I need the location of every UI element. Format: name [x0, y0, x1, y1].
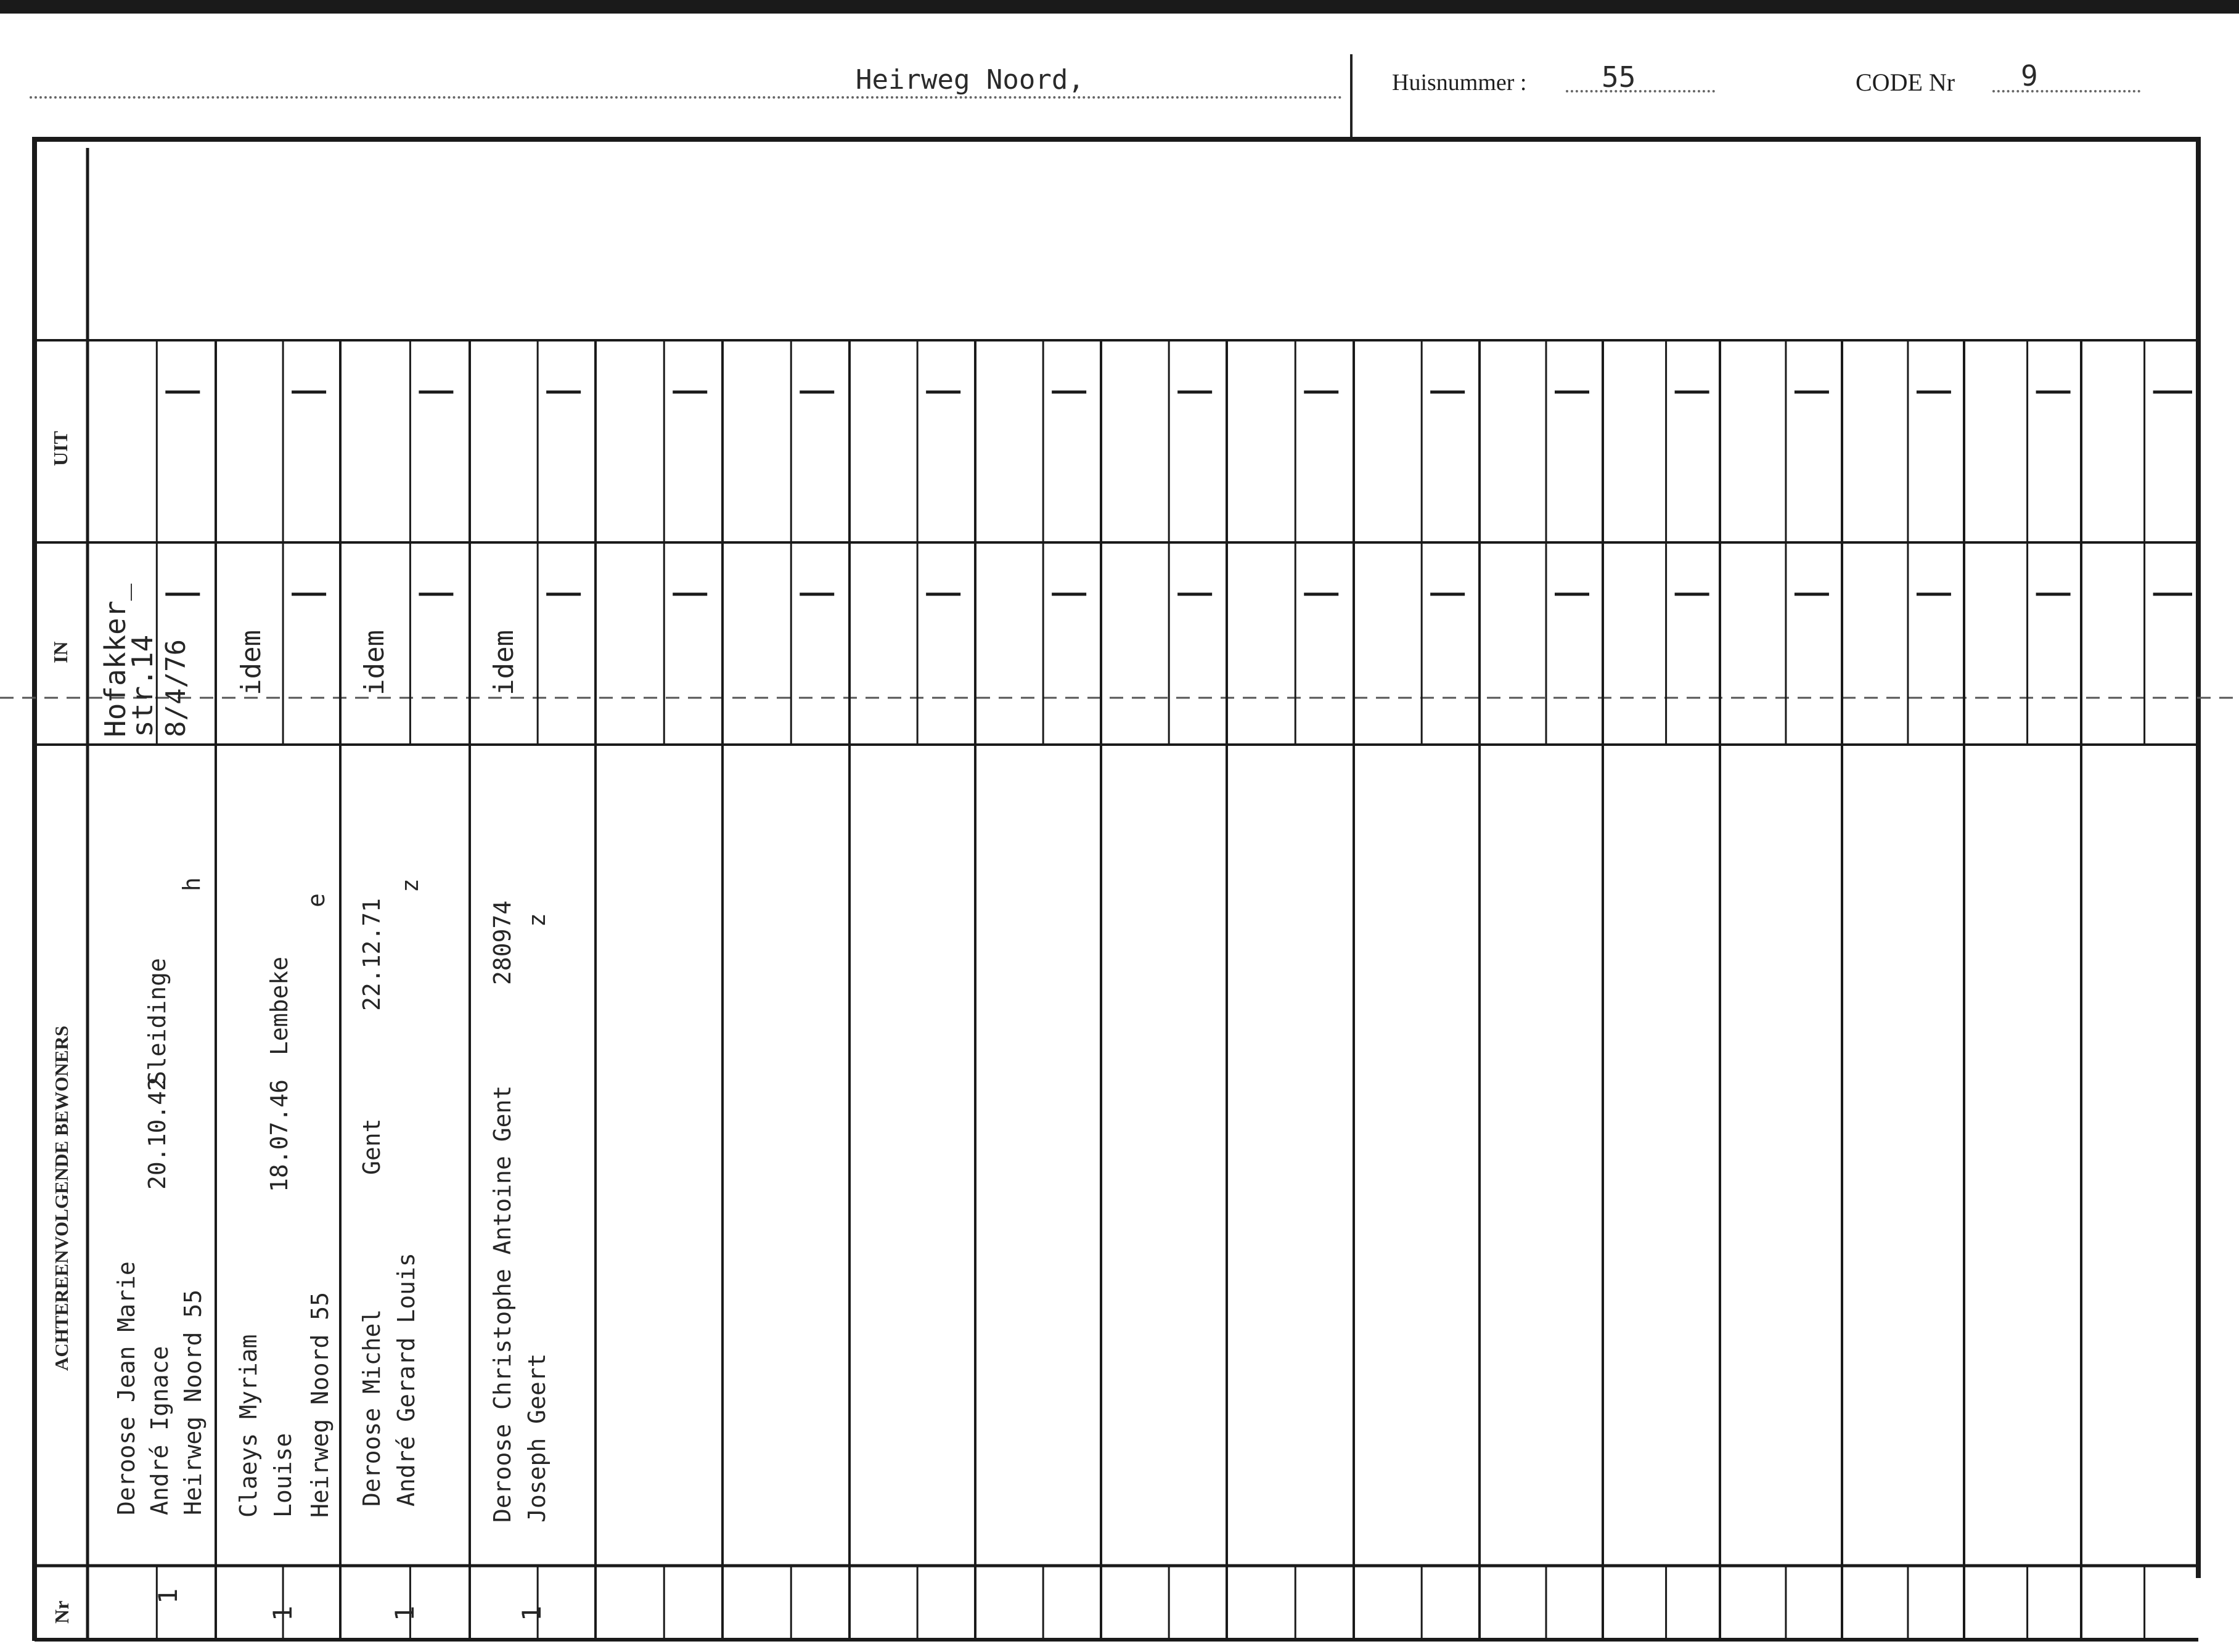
entry-3-birth-date: 22.12.71 — [358, 898, 385, 1011]
entry-2-birth-place: Lembeke — [266, 956, 293, 1055]
row-label-residents: ACHTEREENVOLGENDE BEWONERS — [51, 1025, 72, 1371]
entry-1-in-line-1: Hofakker_ — [99, 583, 132, 737]
entry-1-resident-line-3: Heirweg Noord 55 — [179, 1289, 207, 1515]
entry-1-resident-line-2: André Ignace — [146, 1346, 173, 1515]
entry-3-resident-line-1: Deroose Michel — [358, 1309, 385, 1507]
entry-3-nr: 1 — [390, 1605, 420, 1621]
entry-2-resident-line-2: Louise — [269, 1433, 297, 1518]
entry-1-resident-line-1: Deroose Jean Marie — [113, 1261, 140, 1515]
entry-2-birth-date: 18.07.46 — [266, 1079, 293, 1192]
entry-1-status: h — [178, 877, 205, 891]
entry-2-resident-line-3: Heirweg Noord 55 — [306, 1291, 334, 1518]
row-label-uit: UIT — [49, 431, 72, 466]
entry-2-nr: 1 — [268, 1605, 298, 1621]
house-number-value: 55 — [1602, 60, 1636, 94]
entry-4-nr: 1 — [517, 1605, 547, 1621]
entry-3-status: z — [396, 878, 424, 893]
entry-4-in-text: idem — [488, 630, 520, 695]
house-number-label: Huisnummer : — [1392, 70, 1527, 96]
entry-1-birth-place: Sleidinge — [144, 958, 171, 1085]
entry-2-in-text: idem — [235, 630, 267, 695]
entry-2-status: e — [303, 893, 330, 907]
entry-3-birth-place: Gent — [358, 1118, 385, 1175]
entry-1-nr: 1 — [153, 1588, 183, 1604]
entry-4-resident-line-1: Deroose Christophe Antoine Gent — [489, 1085, 516, 1523]
street-name: Heirweg Noord, — [856, 64, 1084, 96]
entry-4-status: z — [523, 913, 551, 927]
entry-1-in-date: 8/4/76 — [160, 639, 192, 737]
entry-3-resident-line-2: André Gerard Louis — [393, 1253, 420, 1507]
entry-2-resident-line-1: Claeys Myriam — [235, 1334, 262, 1518]
entry-1-in-line-2: str.14 — [126, 634, 159, 737]
entry-4-resident-line-2: Joseph Geert — [523, 1353, 551, 1523]
entry-4-birth-date: 280974 — [489, 900, 516, 985]
code-number-value: 9 — [2021, 59, 2038, 92]
row-label-in: IN — [49, 641, 72, 663]
code-label: CODE Nr — [1856, 68, 1955, 96]
entry-3-in-text: idem — [359, 630, 390, 695]
row-label-nr: Nr — [51, 1600, 73, 1624]
entry-1-birth-date: 20.10.42 — [144, 1076, 171, 1190]
